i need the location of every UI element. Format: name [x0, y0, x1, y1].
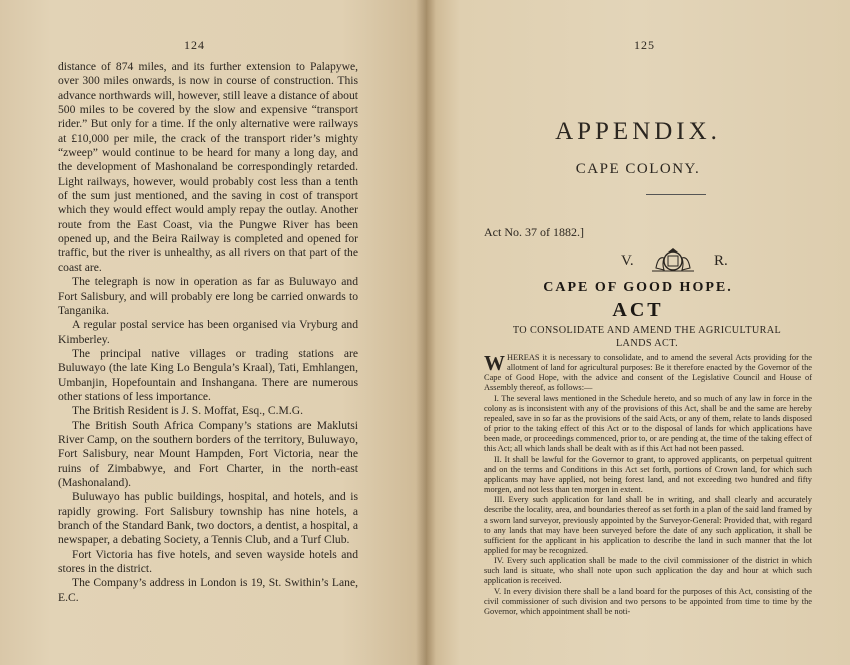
act-label: ACT [612, 299, 664, 321]
paragraph: distance of 874 miles, and its further extension to Palapywe, over 300 miles onwards, is now in course of construction. This advance northwards will, however, still leave a distance of about 500 miles to be covered by the slow and expensive “transport rider.” But only for a time. If the only alternative were railways at £10,000 per mile, the crack of the transport rider’s mighty “zweep” would continue to be heard for many a long day, and the development of Mashonaland be correspondingly retarded. Light railways, however, would probably cost less than a tenth of the sum just mentioned, and the saving in cost of transport which they would effect would amply repay the outlay. Another route from the East Coast, via the Pungwe River has been opened up, and the Beira Railway is completed and opened for traffic, but the river is unhealthy, as all rivers on that part of the coast are. [58, 60, 358, 274]
page-number-left: 124 [184, 38, 205, 52]
act-title-line2: LANDS ACT. [615, 338, 679, 349]
paragraph: The principal native villages or trading stations are Buluwayo (the late King Lo Bengula’s Kraal), Tati, Emhlangen, Umbanjin, Hopefountain and Inshangana. There are numerous other stations of less importance. [58, 346, 358, 403]
right-page [426, 0, 850, 665]
act-section: IV. Every such application shall be made to the civil commissioner of the district in which such land is situate, who shall note upon such application the day and hour at which such application is received. [484, 556, 812, 586]
appendix-heading: APPENDIX. [555, 118, 721, 145]
royal-cipher-r: R. [714, 253, 728, 269]
act-section: V. In every division there shall be a land board for the purposes of this Act, consisting of the civil commissioner of such division and two persons to be appointed from time to time by the Governor, which appointment shall be noti- [484, 586, 812, 616]
colony-title: CAPE OF GOOD HOPE. [543, 280, 733, 295]
paragraph: The British Resident is J. S. Moffat, Esq., C.M.G. [72, 404, 304, 418]
left-page-text [58, 60, 358, 605]
paragraph: The British South Africa Company’s stations are Maklutsi River Camp, on the southern borders of the territory, Buluwayo, Fort Salisbury, near Mount Hampden, Fort Victoria, near the ruins of Zimbabwye, and Fort Charter, in the north-east (Mashonaland). [58, 418, 358, 489]
paragraph: Buluwayo has public buildings, hospital, and hotels, and is rapidly growing. Fort Salisbury township has nine hotels, a branch of the Standard Bank, two doctors, a dentist, a hospital, a newspaper, a debating Society, a Tennis Club, and a Turf Club. [58, 490, 358, 547]
book-gutter [416, 0, 436, 665]
paragraph: Fort Victoria has five hotels, and seven wayside hotels and stores in the district. [58, 547, 358, 576]
paragraph: A regular postal service has been organised via Vryburg and Kimberley. [58, 318, 358, 346]
paragraph: The Company’s address in London is 19, St. Swithin’s Lane, E.C. [58, 576, 358, 604]
royal-coat-of-arms-icon [648, 246, 698, 272]
drop-cap: W [484, 351, 505, 375]
act-number: Act No. 37 of 1882.] [484, 225, 584, 239]
royal-cipher-v: V. [621, 253, 634, 269]
divider [646, 194, 706, 195]
act-section: II. It shall be lawful for the Governor to grant, to approved applicants, on perpetual quitrent and on the terms and Conditions in this Act set forth, portions of Crown land, for which such applicants may have applied, not being forest land, and not exceeding two hundred and fifty morgen, and not less than ten morgen in extent. [484, 454, 812, 495]
act-section: III. Every such application for land shall be in writing, and shall clearly and accurately describe the locality, area, and boundaries thereof as set forth in a plan of the said land framed by a sworn land surveyor, previously appointed by the Surveyor-General: Provided that, with regard to any lands that may have been surveyed before the date of any such application, it shall be sufficient for the applicant in his application to describe the land in such manner that the lot applied for may be recognized. [484, 495, 812, 555]
paragraph: The telegraph is now in operation as far as Buluwayo and Fort Salisbury, and will probably ere long be carried onwards to Tanganika. [58, 275, 358, 317]
page-number-right: 125 [634, 38, 655, 52]
act-section: I. The several laws mentioned in the Schedule hereto, and so much of any law in force in the colony as is inconsistent with any of the provisions of this Act, shall be and the same are hereby repealed, save in so far as the provisions of the said Acts, or any of them, relate to lands disposed of prior to the taking effect of this Act or to the disposal of lands for which applications have been made, or proceedings commenced, prior to, or are pending at, the time of the taking effect of this Act; all which lands shall be dealt with as if this Act had not been passed. [484, 393, 812, 454]
act-title-line1: TO CONSOLIDATE AND AMEND THE AGRICULTURAL [512, 325, 782, 336]
act-body-text [484, 353, 812, 617]
colony-subheading: CAPE COLONY. [575, 161, 701, 177]
preamble: HEREAS it is necessary to consolidate, and to amend the several Acts providing for the allotment of land for agricultural purposes: Be it therefore enacted by the Governor of the Cape of Good Hope, with the advice and consent of the Legislative Council and House of Assembly thereof, as follows:— [484, 353, 812, 393]
